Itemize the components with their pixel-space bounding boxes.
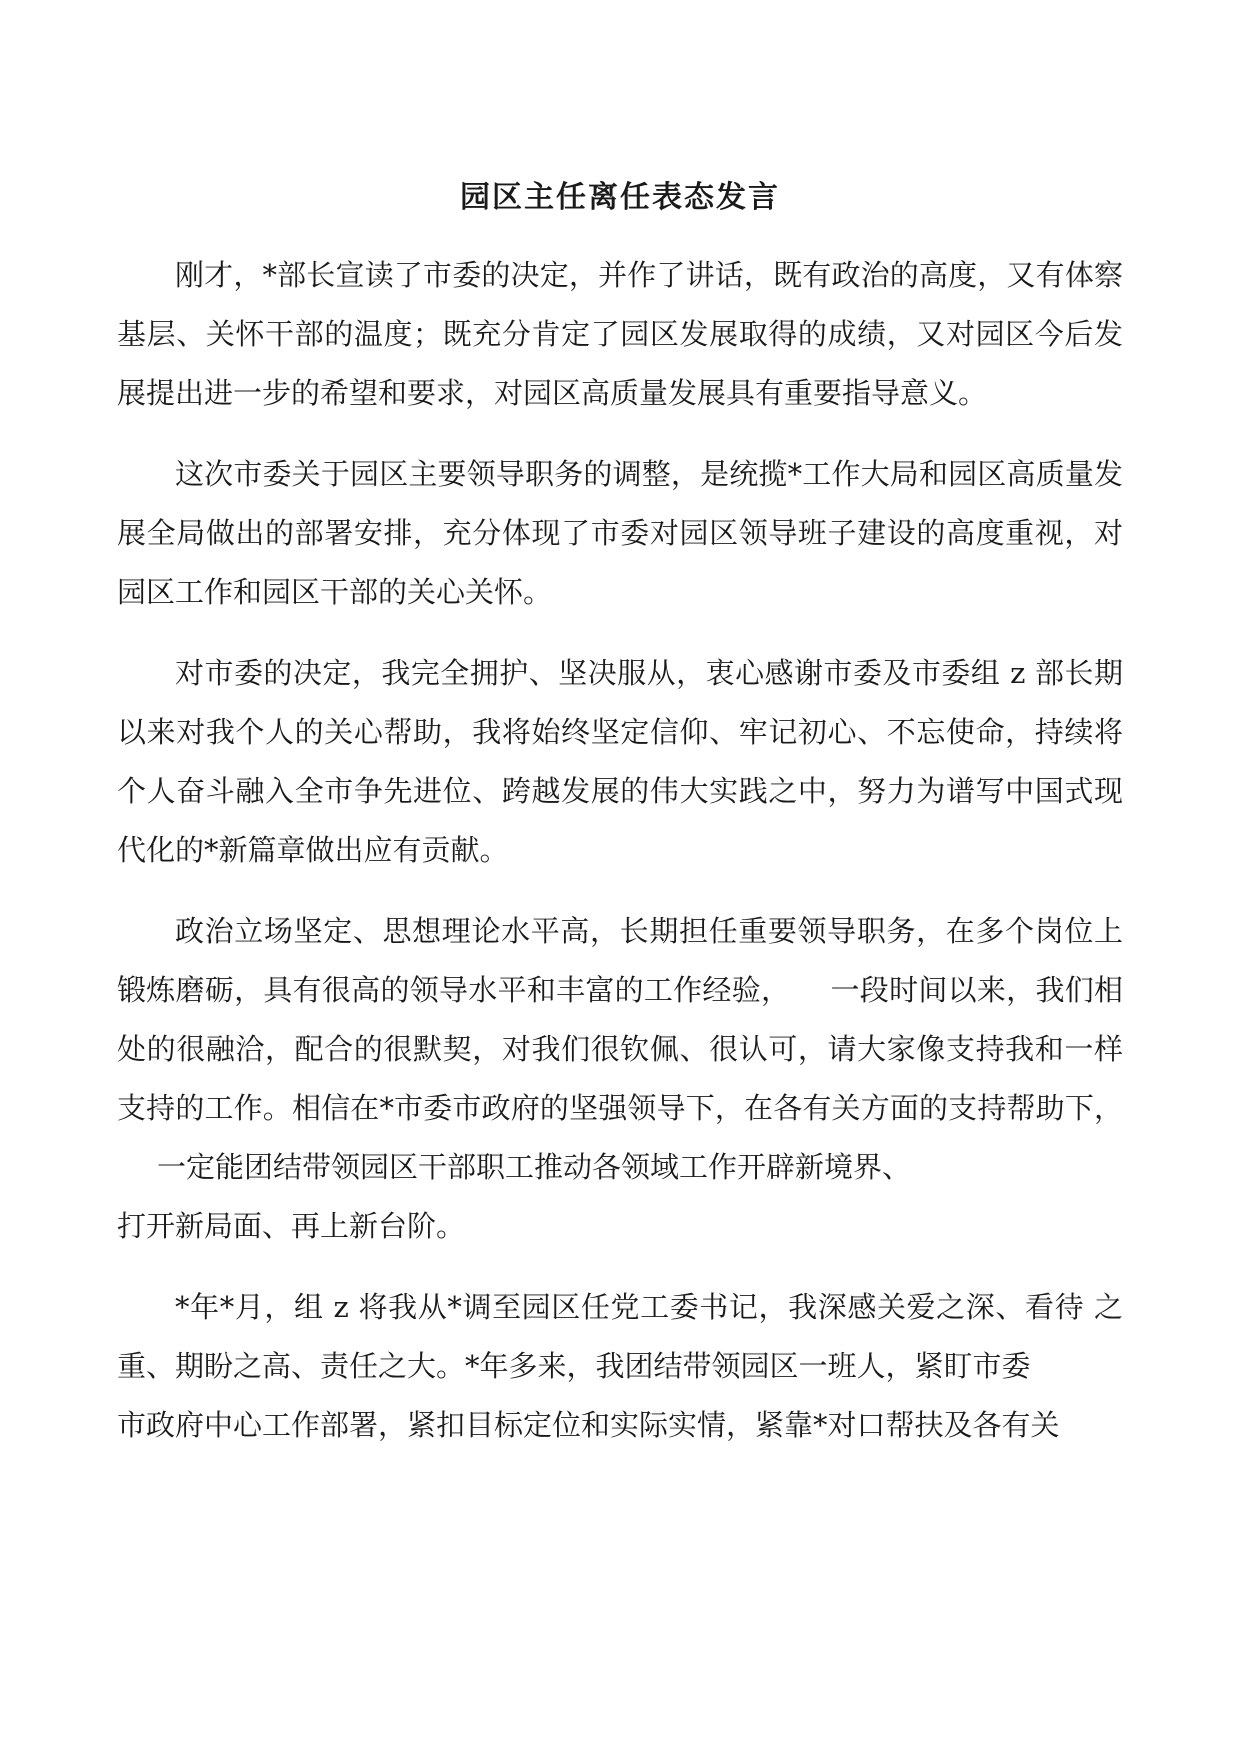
paragraph-5: *年*月，组 z 将我从*调至园区任党工委书记，我深感关爱之深、看待 之重、期盼之高、责任之大。*年多来，我团结带领园区一班人，紧盯市委 xyxy=(117,1290,1123,1383)
paragraph-1: 刚才，*部长宣读了市委的决定，并作了讲话，既有政治的高度，又有体察基层、关怀干部的温度；既充分肯定了园区发展取得的成绩，又对园区今后发展提出进一步的希望和要求，对园区高质量发展具有重要指导意义。 xyxy=(117,258,1123,410)
paragraph-2: 这次市委关于园区主要领导职务的调整，是统揽*工作大局和园区高质量发展全局做出的部署安排，充分体现了市委对园区领导班子建设的高度重视，对园区工作和园区干部的关心关怀。 xyxy=(117,457,1123,609)
paragraph-5-continuation: 市政府中心工作部署，紧扣目标定位和实际实情，紧靠*对口帮扶及各有关 xyxy=(117,1408,1060,1442)
paragraph-4-part-1: 政治立场坚定、思想理论水平高，长期担任重要领导职务，在多个岗位上锻炼磨砺，具有很高的领导水平和丰富的工作经验， xyxy=(117,914,1123,1007)
document-body xyxy=(117,246,1123,1477)
paragraph-3: 对市委的决定，我完全拥护、坚决服从，衷心感谢市委及市委组 z 部长期以来对我个人的关心帮助，我将始终坚定信仰、牢记初心、不忘使命，持续将个人奋斗融入全市争先进位、跨越发展的伟大实践之中，努力为谱写中国式现代化的*新篇章做出应有贡献。 xyxy=(117,656,1123,867)
paragraph-4 xyxy=(117,902,1123,1197)
paragraph-4-part-3: 一定能团结带领园区干部职工推动各领域工作开辟新境界、 xyxy=(157,1150,912,1184)
paragraph-4-part-2: 一段时间以来，我们相处的很融洽，配合的很默契，对我们很钦佩、很认可，请大家像支持我和一样支持的工作。相信在*市委市政府的坚强领导下，在各有关方面的支持帮助下， xyxy=(117,973,1123,1125)
paragraph-4-continuation: 打开新局面、再上新台阶。 xyxy=(117,1209,466,1243)
document-title: 园区主任离任表态发言 xyxy=(460,180,780,215)
